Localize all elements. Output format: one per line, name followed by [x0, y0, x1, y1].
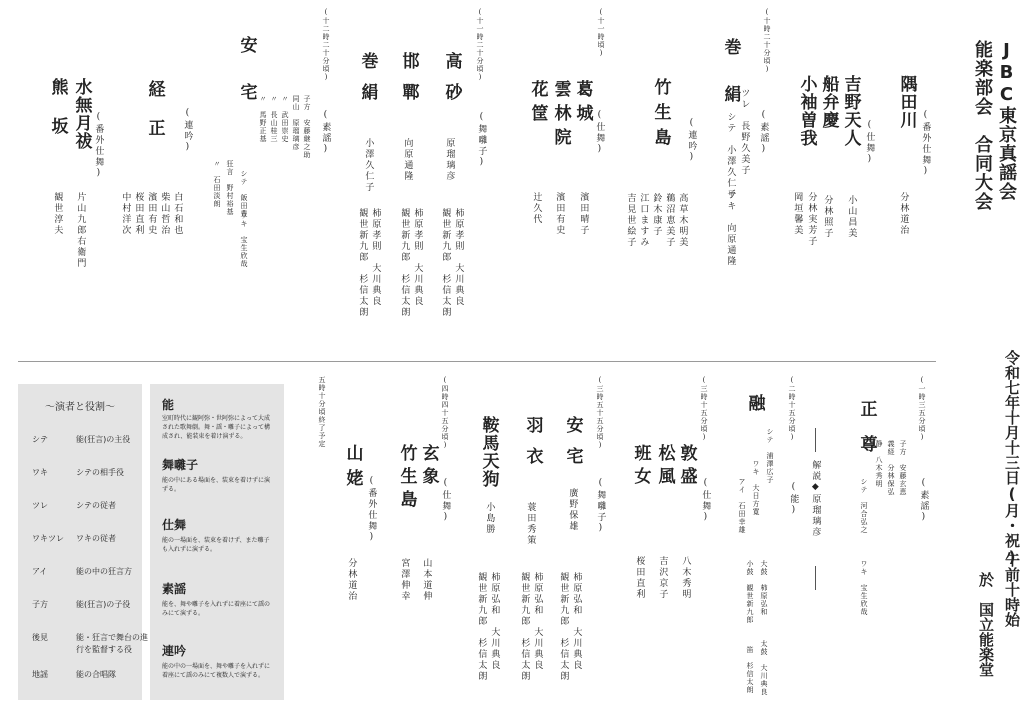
upper7-cast5: 中村洋次	[120, 192, 131, 236]
definition-title: 舞囃子	[162, 458, 199, 472]
glossary-desc: 能の中の狂言方	[76, 567, 132, 576]
lower2-role2: ワキ 大日方寛	[752, 460, 761, 516]
upper3-cast3: 鈴木康子	[651, 193, 662, 237]
lower6-note: (番外仕舞)	[366, 476, 377, 544]
upper2-role1: ツレ 長野久美子	[739, 88, 750, 176]
kaisetsu-rule-top	[815, 428, 816, 452]
lower5-time: (四時四十五分頃)	[441, 376, 450, 450]
event-time: 午前十時始	[1003, 552, 1021, 627]
upper5-hayashi1b: 観世新九郎 杉信太朗	[440, 208, 451, 318]
lower2-hay2: 小鼓 観世新九郎	[746, 560, 755, 624]
upper2-title: 巻絹	[720, 38, 741, 132]
definition-desc: 室町時代に観阿弥・世阿弥によって大成された歌舞劇。舞・謡・囃子によって構成され、能装束を着け演ずる。	[162, 415, 271, 440]
lower4-hay2b: 観世新九郎 杉信太朗	[519, 572, 530, 682]
upper8-cast2: 観世淳夫	[52, 192, 63, 236]
upper3-title: 竹生島	[650, 78, 671, 153]
lower5-note: (仕舞)	[440, 478, 451, 524]
lower0-role2: 義経 分林保弘	[887, 440, 896, 496]
lower0-role1: 子方 安藤玄恵	[899, 440, 908, 496]
upper6-title: 安宅	[236, 36, 257, 130]
lower4-hay1b: 観世新九郎 杉信太朗	[558, 572, 569, 682]
upper6-role5: 〃 馬野正基	[259, 95, 268, 143]
glossary-desc: ワキの従者	[76, 534, 116, 543]
glossary-term: ツレ	[32, 501, 48, 510]
lower6-title: 山姥	[342, 444, 363, 494]
upper4-cast1: 濱田晴子	[578, 192, 589, 236]
lower4-role1: 廣野保雄	[567, 488, 578, 532]
lower4-role3: 小島勝	[484, 502, 495, 535]
upper0-title: 隅田川	[896, 75, 917, 129]
upper5-time: (十一時二十分頃)	[476, 8, 485, 82]
lower4-hay2a: 柿原弘和 大川典良	[532, 572, 543, 671]
upper3-cast1: 高草木明美	[677, 193, 688, 248]
glossary-term: 地謡	[32, 670, 48, 679]
glossary-desc: 能の合唱隊	[76, 670, 116, 679]
glossary-panel	[18, 384, 148, 700]
upper7-cast1: 白石和也	[172, 192, 183, 236]
org-line1: JBC東京真謡会	[996, 40, 1017, 201]
upper5-hayashi3b: 観世新九郎 杉信太朗	[357, 208, 368, 318]
upper5-role2: 向原通隆	[402, 138, 413, 182]
upper4-time: (十一時頃)	[597, 8, 606, 58]
upper1-cast3: 分林実芳子	[806, 192, 817, 247]
lower3-cast1: 八木秀明	[680, 556, 691, 600]
definition-desc: 能の中にある場面を、装束を着けずに演ずる。	[162, 477, 271, 493]
upper6-note: (素謡)	[320, 110, 331, 156]
upper1-note: (仕舞)	[864, 120, 875, 166]
upper3-note: (連吟)	[686, 118, 697, 164]
upper4-title1: 葛城	[572, 80, 593, 128]
upper1-cast4: 岡垣馨美	[792, 192, 803, 236]
lower0-time: (一時三五分頃)	[918, 376, 927, 442]
lower4-time: (三時五十五分頃)	[596, 376, 605, 450]
upper6-role1: 子方 安藤継之助	[303, 95, 312, 159]
glossary-desc: 能(狂言)の主役	[76, 435, 131, 444]
glossary-term: 後見	[32, 633, 48, 642]
upper1-title1: 吉野天人	[840, 75, 861, 147]
lower2-hay3: 太鼓 大川典良	[760, 640, 769, 696]
upper7-title: 経正	[144, 80, 165, 158]
upper5-hayashi2a: 柿原孝則 大川典良	[412, 208, 423, 307]
upper3-cast4: 江口ますみ	[638, 193, 649, 248]
lower5-title2: 竹生島	[396, 444, 417, 513]
upper5-hayashi2b: 観世新九郎 杉信太朗	[399, 208, 410, 318]
upper2-role3: ワキ 向原通隆	[725, 190, 736, 267]
upper5-title3: 巻絹	[357, 52, 378, 114]
lower5-cast2: 宮澤伸幸	[399, 558, 410, 602]
lower3-cast2: 吉沢京子	[657, 556, 668, 600]
upper6-role2: 同山 原瑠璃彦	[292, 95, 301, 151]
upper1-cast1: 小山昌美	[846, 195, 857, 239]
lower3-time: (三時十五分頃)	[700, 376, 709, 442]
upper5-note: (舞囃子)	[476, 112, 487, 169]
upper5-role1: 原瑠璃彦	[444, 138, 455, 182]
upper3-cast2: 鵜沼恵美子	[664, 193, 675, 248]
lower4-title2: 羽衣	[522, 416, 543, 478]
upper5-title1: 高砂	[441, 52, 462, 114]
upper6-role8: 狂言 野村裕基	[226, 160, 235, 216]
upper5-hayashi1a: 柿原孝則 大川典良	[453, 208, 464, 307]
glossary-heading: 〜演者と役割〜	[45, 402, 115, 413]
upper8-cast1: 片山九郎右衛門	[75, 192, 86, 269]
upper5-role3: 小澤久仁子	[363, 138, 374, 193]
definition-title: 連吟	[162, 644, 187, 658]
lower0-role4: シテ 河合弘之	[860, 478, 869, 534]
lower3-title3: 班女	[630, 444, 651, 490]
lower2-time: (二時十五分頃)	[788, 376, 797, 442]
section-divider	[18, 361, 936, 362]
definitions-panel	[150, 384, 284, 700]
lower0-role3: 静 八木秀明	[875, 440, 884, 488]
upper7-note: (連吟)	[182, 108, 193, 154]
lower4-hay3b: 観世新九郎 杉信太朗	[476, 572, 487, 682]
definition-desc: 能の中の一場面を、舞や囃子を入れずに着座にて謡のみにて複数人で演ずる。	[162, 663, 271, 679]
glossary-term: ワキ	[32, 468, 48, 477]
lower2-role1: シテ 浦澤広子	[766, 428, 775, 484]
lower0-title: 正尊	[856, 400, 877, 470]
definition-desc: 能を、舞や囃子を入れずに着座にて謡のみにて演ずる。	[162, 601, 271, 617]
upper6-role4: 〃 長山桂三	[270, 95, 279, 143]
event-venue: 於 国立能楽堂	[977, 572, 995, 677]
upper4-title3: 花筐	[527, 80, 548, 128]
lower6-time: 五時十分頃終了予定	[318, 376, 327, 448]
glossary-term: ワキツレ	[32, 534, 64, 543]
definition-desc: 能の一場面を、装束を着けず、また囃子も入れずに演ずる。	[162, 537, 270, 553]
lower5-title1: 玄象	[418, 444, 439, 490]
glossary-desc: 能(狂言)の子役	[76, 600, 131, 609]
glossary-desc: シテの従者	[76, 501, 116, 510]
upper4-cast3: 辻久代	[531, 192, 542, 225]
lower2-hay4: 笛 杉信太朗	[746, 646, 755, 694]
glossary-term: シテ	[32, 435, 48, 444]
lower4-hay3a: 柿原弘和 大川典良	[489, 572, 500, 671]
lower2-role3: アイ 石田幸雄	[738, 478, 747, 534]
upper6-role9: 〃 石田淡朗	[213, 160, 222, 208]
upper6-time: (十二時二十分頃)	[322, 8, 331, 82]
upper4-cast2: 濱田有史	[554, 192, 565, 236]
definition-title: 素謡	[162, 582, 187, 596]
upper2-role2: シテ 小澤久仁子	[725, 112, 736, 200]
upper5-hayashi3a: 柿原孝則 大川典良	[370, 208, 381, 307]
org-line2: 能楽部会 合同大会	[972, 40, 993, 211]
lower3-title2: 松風	[654, 444, 675, 490]
upper7-cast2: 柴山哲治	[159, 192, 170, 236]
lower4-note: (舞囃子)	[595, 478, 606, 535]
glossary-desc: 能・狂言で舞台の進行を監督する役	[76, 633, 148, 654]
upper0-note: (番外仕舞)	[920, 110, 931, 178]
upper7-cast3: 濱田有史	[146, 192, 157, 236]
kaisetsu: 解説◆原瑠璃彦	[810, 460, 821, 538]
upper2-note: (素謡)	[758, 110, 769, 156]
lower2-title: 融	[744, 394, 765, 412]
upper1-title2: 船弁慶	[818, 75, 839, 129]
upper5-title2: 邯鄲	[398, 52, 419, 114]
upper2-time: (十時二十分頃)	[763, 8, 772, 74]
upper3-cast5: 吉見世絵子	[625, 193, 636, 248]
upper1-title3: 小袖曽我	[796, 75, 817, 147]
upper6-role3: 〃 武田崇史	[281, 95, 290, 143]
definition-title: 能	[162, 398, 175, 412]
definition-title: 仕舞	[162, 518, 187, 532]
upper1-cast2: 分林照子	[822, 195, 833, 239]
lower3-note: (仕舞)	[700, 478, 711, 524]
event-date: 令和七年十月十三日(月・祝)	[1003, 350, 1021, 566]
upper8-title1: 水無月祓	[71, 78, 92, 150]
upper7-cast4: 桜田直利	[133, 192, 144, 236]
lower2-hay1: 大鼓 柿原弘和	[760, 560, 769, 616]
lower0-note: (素謡)	[918, 478, 929, 524]
lower4-role2: 蓑田秀策	[525, 502, 536, 546]
lower3-cast3: 桜田直利	[634, 556, 645, 600]
lower4-title1: 安宅	[562, 416, 583, 478]
glossary-desc: シテの相手役	[76, 468, 124, 477]
kaisetsu-rule-bottom	[815, 566, 816, 590]
lower4-title3: 鞍馬天狗	[478, 416, 499, 488]
glossary-term: 子方	[32, 600, 48, 609]
upper4-title2: 雲林院	[550, 80, 571, 152]
lower5-cast1: 山本道伸	[421, 558, 432, 602]
upper6-role7: ワキ 宝生欣哉	[240, 212, 249, 268]
glossary-term: アイ	[32, 567, 48, 576]
upper0-cast: 分林道治	[898, 192, 909, 236]
lower4-hay1a: 柿原弘和 大川典良	[571, 572, 582, 671]
lower2-note: (能)	[788, 482, 799, 517]
upper6-role6: シテ 飯田豊	[240, 170, 249, 218]
upper8-note: (番外仕舞)	[93, 112, 104, 180]
lower6-cast: 分林道治	[346, 558, 357, 602]
upper4-note: (仕舞)	[594, 110, 605, 156]
lower0-role5: ワキ 宝生欣哉	[860, 560, 869, 616]
upper8-title2: 熊坂	[47, 78, 68, 156]
lower3-title1: 敦盛	[676, 444, 697, 490]
